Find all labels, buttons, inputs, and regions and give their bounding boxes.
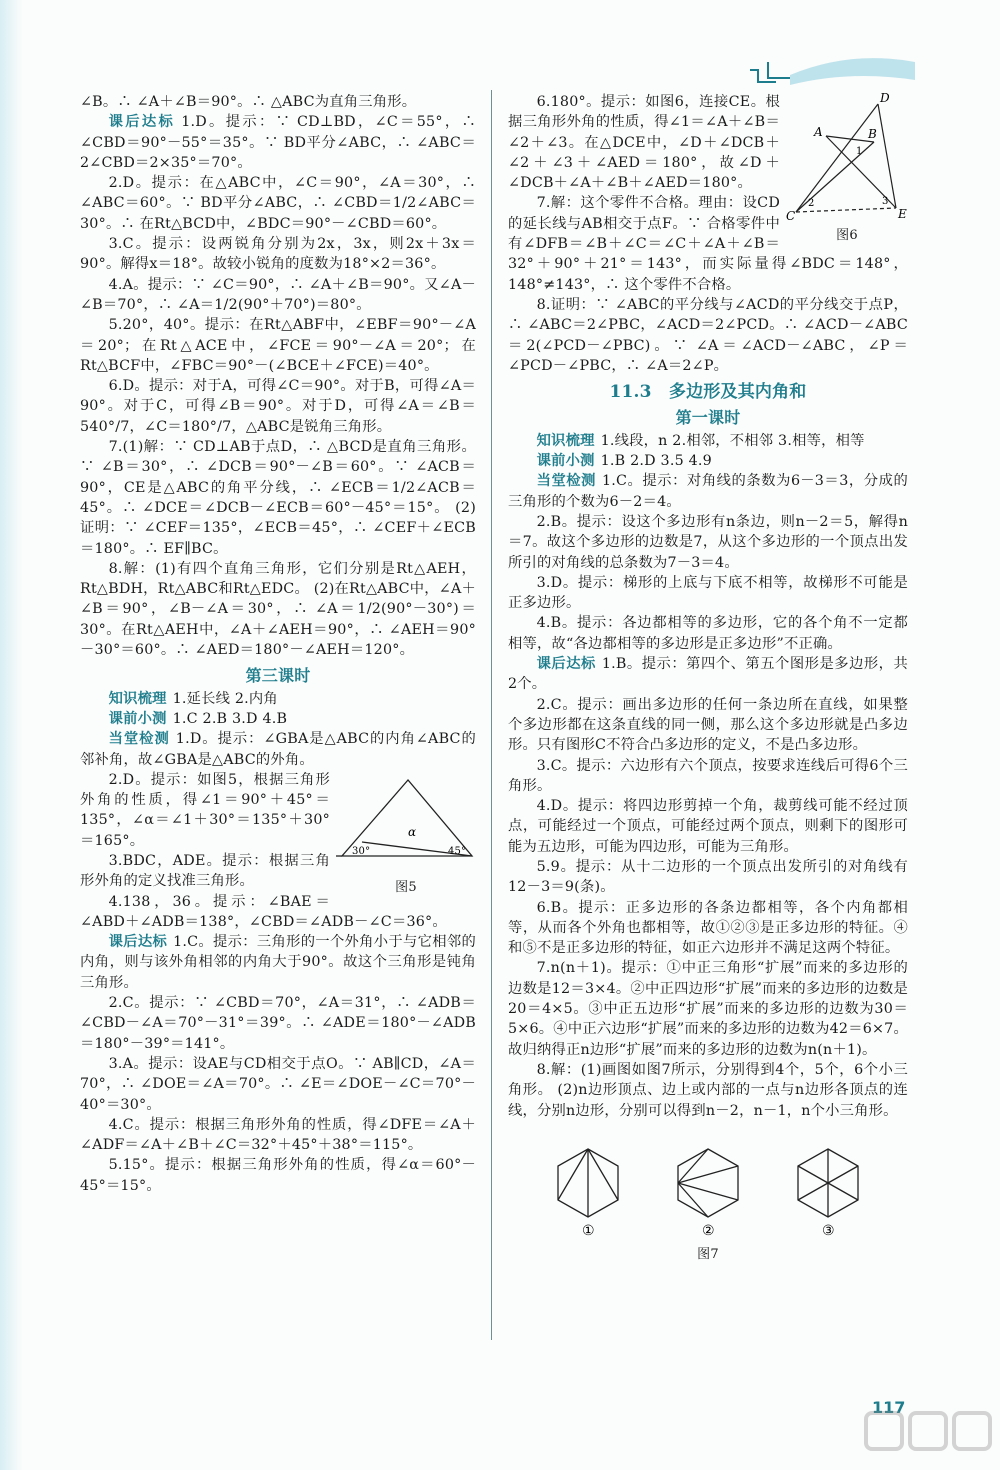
- section-label: 课前小测: [108, 710, 167, 727]
- answer-text: 2.D。提示：如图5，根据三角形外角的性质，得∠1＝90°＋45°＝135°，∠α＝∠1＋30°＝135°＋30°＝165°。: [80, 771, 330, 849]
- lesson-heading: 第三课时: [245, 666, 311, 686]
- answer-text: ∠B。∴ ∠A＋∠B＝90°。∴ △ABC为直角三角形。: [80, 94, 417, 110]
- answer-text: 3.A。提示：设AE与CD相交于点O。∵ AB∥CD，∠A＝70°，∴ ∠DOE＝∠A＝70°。∴ ∠E＝∠DOE－∠C＝70°－40°＝30°。: [80, 1055, 476, 1113]
- section-title: 11.3 多边形及其内角和: [609, 382, 807, 403]
- answer-text: [508, 451, 908, 471]
- section-label: 知识梳理: [108, 690, 167, 707]
- figure-6-label-e: E: [898, 207, 907, 220]
- section-label: 课后达标: [108, 114, 176, 131]
- answer-text: 5.20°，40°。提示：在Rt△ABF中，∠EBF＝90°－∠A＝20°；在Rt△ACE中，∠FCE＝90°－∠A＝20°；在Rt△BCF中，∠FBC＝90°－(∠BCE＋∠FCE)＝40°。: [80, 317, 476, 374]
- answer-text: 4.C。提示：根据三角形外角的性质，得∠DFE＝∠A＋∠ADF＝∠A＋∠B＋∠C＝32°＋45°＋38°＝115°。: [80, 1116, 476, 1154]
- figure-7-label-2: ②: [702, 1222, 715, 1239]
- figure-6-label-c: C: [786, 209, 796, 220]
- answer-text: 4.B。提示：各边都相等的多边形，它的各个角不一定都相等，故“各边都相等的多边形是正多边形”不正确。: [508, 615, 908, 652]
- left-margin-strip: [0, 0, 22, 1470]
- figure-7-diagram: [508, 1139, 908, 1239]
- answer-text: [508, 431, 908, 451]
- figure-6-label-2: 2: [808, 198, 815, 209]
- answer-text: 6.D。提示：对于A，可得∠C＝90°。对于B，可得∠A＝90°。对于C，可得∠B＝90°。对于D，可得∠A＝∠B＝540°/7，∠C＝180°/7，△ABC是锐角三角形。: [80, 378, 477, 435]
- answer-body: 1.C。提示：三角形的一个外角小于与它相邻的内角，则与该外角相邻的内角大于90°。故这个三角形是钝角三角形。: [80, 934, 476, 991]
- answer-text: 2.C。提示：画出多边形的任何一条边所在直线，如果整个多边形都在这条直线的同一侧，那么这个多边形就是凸多边形。只有图形C不符合凸多边形的定义，不是凸多边形。: [508, 696, 908, 754]
- answer-text: 8.解：(1)画图如图7所示，分别得到4个，5个，6个小三角形。 (2)n边形顶点、边上或内部的一点与n边形各顶点的连线，分别n边形，分别可以得到n－2，n－1，n个小三角形。: [508, 1061, 908, 1119]
- figure-6-diagram: [786, 92, 908, 220]
- column-divider: [491, 90, 492, 1340]
- figure-5: [336, 772, 476, 896]
- answer-text: 8.解：(1)有四个直角三角形，它们分别是Rt△AEH，Rt△BDH，Rt△ABC和Rt△EDC。 (2)在Rt△ABC中，∠A＋∠B＝90°，∠B－∠A＝30°，∴ ∠A＝1/2(90°－30°)＝30°。在Rt△AEH中，∠A＋∠AEH＝90°，∴ ∠AEH＝90°－30°＝60°。∴ ∠AED＝180°－∠AEH＝120°。: [80, 560, 476, 659]
- figure-6-label-d: D: [880, 92, 890, 105]
- answer-body: 1.D。提示：∠GBA是△ABC的内角∠ABC的邻补角，故∠GBA是△ABC的外角。: [80, 731, 476, 768]
- section-label: 当堂检测: [108, 731, 170, 748]
- answer-body: 1.D。提示：∵ CD⊥BD，∠C＝55°，∴ ∠CBD＝90°－55°＝35°。∵ BD平分∠ABC，∴ ∠ABC＝2∠CBD＝2×35°＝70°。: [80, 114, 476, 171]
- answer-text: 3.C。提示：六边形有六个顶点，按要求连线后可得6个三角形。: [508, 757, 908, 794]
- left-column: [80, 92, 476, 1196]
- figure-5-alpha: α: [408, 824, 417, 839]
- answer-body: 1.C。提示：对角线的条数为6－3＝3，分成的三角形的个数为6－2＝4。: [508, 473, 908, 510]
- answer-text: [80, 112, 476, 173]
- figure-7-caption: 图7: [697, 1247, 719, 1263]
- figure-5-angle-left: 30°: [352, 845, 371, 857]
- answer-text: 7.n(n＋1)。提示：①中正三角形“扩展”而来的多边形的边数是12＝3×4。②中正四边形“扩展”而来的多边形的边数是20＝4×5。③中正五边形“扩展”而来的多边形的边数为30＝5×6。④中正六边形“扩展”而来的多边形的边数为42＝6×7。故归纳得正n边形“扩展”而来的多边形的边数为n(n＋1)。: [508, 960, 908, 1058]
- figure-7-label-3: ③: [822, 1222, 835, 1239]
- page-number: 117: [872, 1398, 906, 1417]
- answer-text: 4.138，36。提示：∠BAE＝∠ABD＋∠ADB＝138°，∠CBD＝∠ADB－∠C＝36°。: [80, 893, 447, 930]
- figure-5-angle-right: 45°: [448, 845, 467, 857]
- section-label: 当堂检测: [536, 473, 597, 490]
- section-label: 课后达标: [536, 656, 596, 673]
- figure-7-label-1: ①: [582, 1222, 595, 1239]
- watermark-logo-icon: [862, 1405, 1000, 1467]
- section-label: 课前小测: [536, 453, 595, 470]
- answer-text: 4.D。提示：将四边形剪掉一个角，裁剪线可能不经过顶点，可能经过一个顶点，可能经过两个顶点，则剩下的图形可能为五边形，可能为四边形，可能为三角形。: [508, 798, 908, 855]
- answer-text: 2.D。提示：在△ABC中，∠C＝90°，∠A＝30°，∴ ∠ABC＝60°。∵ BD平分∠ABC，∴ ∠CBD＝1/2∠ABC＝30°。∴ 在Rt△BCD中，∠BDC＝90°－∠CBD＝60°。: [80, 175, 476, 232]
- figure-6: [786, 92, 908, 244]
- answer-text: [80, 932, 476, 993]
- figure-5-diagram: [336, 772, 476, 872]
- lesson-heading: 第一课时: [675, 408, 741, 428]
- figure-6-caption: 图6: [836, 228, 858, 244]
- answer-body: 1.B。提示：第四个、第五个图形是多边形，共2个。: [508, 656, 908, 693]
- figure-6-label-b: B: [868, 127, 878, 141]
- figure-5-caption: 图5: [395, 880, 417, 896]
- right-column: [508, 92, 908, 1263]
- figure-6-label-a: A: [814, 125, 823, 139]
- answer-body: 1.线段，n 2.相邻，不相邻 3.相等，相等: [600, 432, 865, 449]
- answer-text: 2.B。提示：设这个多边形有n条边，则n－2＝5，解得n＝7。故这个多边形的边数是7，从这个多边形的一个顶点出发所引的对角线的总条数为7－3＝4。: [508, 513, 908, 571]
- answer-text: [508, 654, 908, 695]
- answer-text: 6.180°。提示：如图6，连接CE。根据三角形外角的性质，得∠1＝∠A＋∠B＝∠2＋∠3。在△DCE中，∠D＋∠DCB＋∠2＋∠3＋∠AED＝180°，故∠D＋∠DCB＋∠A＋∠B＋∠AED＝180°。: [508, 94, 780, 192]
- answer-text: [80, 709, 476, 729]
- answer-text: 5.15°。提示：根据三角形外角的性质，得∠α＝60°－45°＝15°。: [80, 1157, 476, 1194]
- answer-text: 3.D。提示：梯形的上底与下底不相等，故梯形不可能是正多边形。: [508, 574, 908, 612]
- answer-body: 1.C 2.B 3.D 4.B: [172, 710, 288, 727]
- answer-text: 8.证明：∵ ∠ABC的平分线与∠ACD的平分线交于点P，∴ ∠ABC＝2∠PBC，∠ACD＝2∠PCD。∴ ∠ACD－∠ABC＝2(∠PCD－∠PBC)。∵ ∠A＝∠ACD－∠ABC，∠P＝∠PCD－∠PBC，∴ ∠A＝2∠P。: [508, 296, 908, 374]
- answer-text: 5.9。提示：从十二边形的一个顶点出发所引的对角线有12－3＝9(条)。: [508, 858, 908, 896]
- answer-text: 7.解：这个零件不合格。理由：设CD的延长线与AB相交于点F。∵ 合格零件中有∠DFB＝∠B＋∠C＝∠C＋∠A＋∠B＝32°＋90°＋21°＝143°，而实际量得∠BDC＝148°，148°≠143°，∴ 这个零件不合格。: [508, 195, 908, 293]
- section-label: 知识梳理: [536, 432, 595, 449]
- figure-6-label-1: 1: [856, 146, 863, 157]
- answer-body: 1.延长线 2.内角: [172, 690, 278, 707]
- answer-text: [80, 689, 476, 709]
- figure-6-label-3: 3: [882, 196, 889, 207]
- answer-text: [508, 471, 908, 512]
- answer-text: [80, 729, 476, 770]
- answer-text: 4.A。提示：∵ ∠C＝90°，∴ ∠A＋∠B＝90°。又∠A－∠B＝70°，∴ ∠A＝1/2(90°＋70°)＝80°。: [80, 276, 476, 313]
- answer-text: 7.(1)解：∵ CD⊥AB于点D，∴ △BCD是直角三角形。∵ ∠B＝30°，∴ ∠DCB＝90°－∠B＝60°。∵ ∠ACB＝90°，CE是△ABC的角平分线，∴ ∠ECB＝1/2∠ACB＝45°。∴ ∠DCE＝∠DCB－∠ECB＝60°－45°＝15°。 (2)证明：∵ ∠CEF＝135°，∠ECB＝45°，∴ ∠CEF＋∠ECB＝180°。∴ EF∥BC。: [80, 439, 476, 557]
- answer-text: 2.C。提示：∵ ∠CBD＝70°，∠A＝31°，∴ ∠ADB＝∠CBD－∠A＝70°－31°＝39°。∴ ∠ADE＝180°－∠ADB＝180°－39°＝141°。: [80, 995, 476, 1052]
- answer-text: 3.C。提示：设两锐角分别为2x，3x，则2x＋3x＝90°。解得x＝18°。故较小锐角的度数为18°×2＝36°。: [80, 236, 476, 273]
- answer-text: 3.BDC，ADE。提示：根据三角形外角的定义找准三角形。: [80, 852, 330, 890]
- section-label: 课后达标: [108, 934, 168, 951]
- answer-text: 6.B。提示：正多边形的各条边都相等，各个内角都相等，从而各个外角也都相等，故①②③是正多边形的特征。④和⑤不是正多边形的特征，如正六边形并不满足这两个特征。: [508, 899, 908, 957]
- figure-7: [508, 1139, 908, 1263]
- answer-body: 1.B 2.D 3.5 4.9: [600, 453, 712, 470]
